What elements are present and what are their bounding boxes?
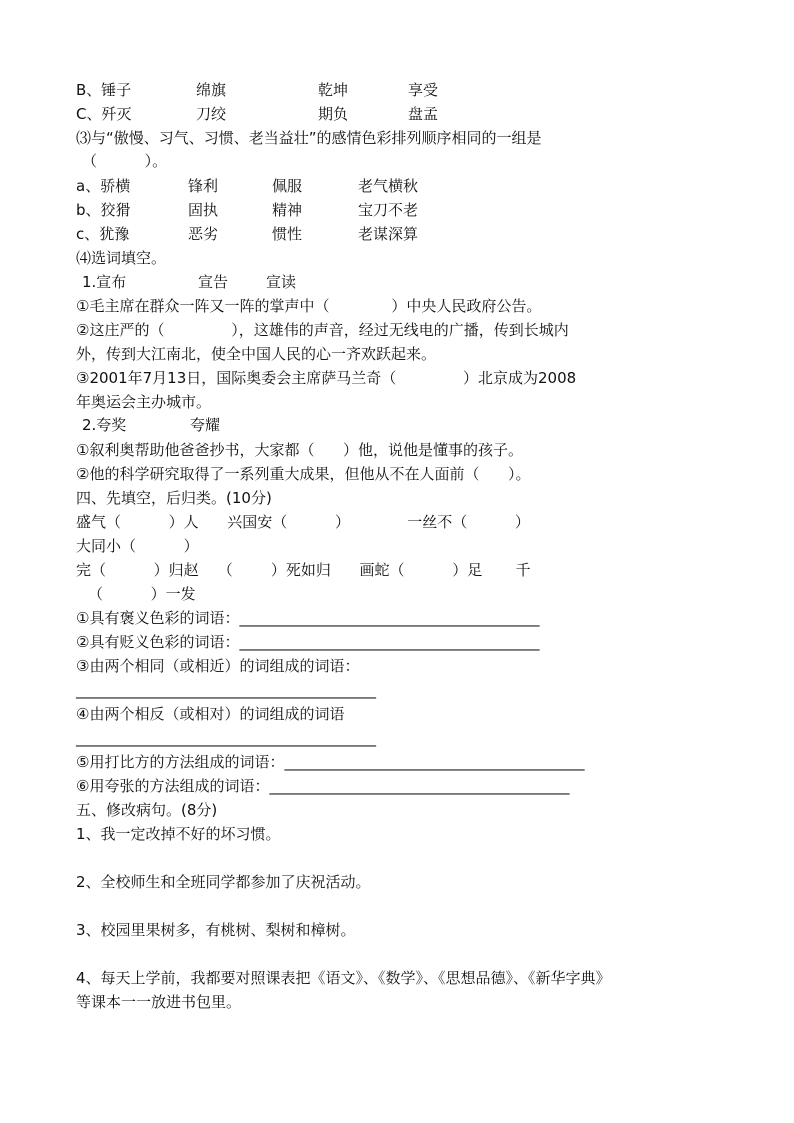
category-3-line: ________________________________________	[76, 681, 376, 699]
sentence-1: ①毛主席在群众一阵又一阵的掌声中（ ）中央人民政府公告。	[76, 297, 542, 315]
category-4: ④由两个相反（或相对）的词组成的词语	[76, 705, 345, 723]
category-2: ②具有贬义色彩的词语：________________________________________	[76, 633, 540, 651]
fix-sentence-1: 1、我一定改掉不好的坏习惯。	[76, 825, 281, 843]
category-6: ⑥用夸张的方法组成的词语：________________________________________	[76, 777, 570, 795]
idiom-row-1: 盛气（ ）人 兴国安（ ） 一丝不（ ）	[76, 513, 530, 531]
sentence-2: ②这庄严的（ ），这雄伟的声音，经过无线电的广播，传到长城内	[76, 321, 569, 339]
sentence-3-cont: 年奥运会主办城市。	[76, 393, 212, 411]
section-4-heading: 四、先填空，后归类。(10分)	[76, 489, 272, 507]
word-group-1: 1.宣布 宣告 宣读	[82, 273, 297, 291]
answer-blank: （ ）。	[82, 152, 168, 170]
option-row-b: B、锤子 绵旗 乾坤 享受	[76, 81, 439, 99]
option-row-a: a、骄横 锋利 佩服 老气横秋	[76, 177, 419, 195]
category-5: ⑤用打比方的方法组成的词语：________________________________________	[76, 753, 585, 771]
sentence-5: ②他的科学研究取得了一系列重大成果，但他从不在人面前（ ）。	[76, 465, 531, 483]
sentence-4: ①叙利奥帮助他爸爸抄书，大家都（ ）他，说他是懂事的孩子。	[76, 441, 524, 459]
option-row-c: C、歼灭 刀绞 期负 盘孟	[76, 105, 439, 123]
idiom-row-2-cont: （ ）一发	[88, 585, 196, 603]
sentence-3: ③2001年7月13日，国际奥委会主席萨马兰奇（ ）北京成为2008	[76, 369, 577, 387]
fix-sentence-4: 4、每天上学前，我都要对照课表把《语文》、《数学》、《思想品德》、《新华字典》	[76, 969, 611, 987]
option-row-c2: c、犹豫 恶劣 惯性 老谋深算	[76, 225, 419, 243]
sentence-2-cont: 外，传到大江南北，使全中国人民的心一齐欢跃起来。	[76, 345, 437, 363]
question-3: ⑶与“傲慢、习气、习惯、老当益壮”的感情色彩排列顺序相同的一组是	[76, 129, 542, 147]
option-row-b2: b、狡猾 固执 精神 宝刀不老	[76, 201, 419, 219]
category-1: ①具有褒义色彩的词语：________________________________________	[76, 609, 540, 627]
fix-sentence-3: 3、校园里果树多，有桃树、梨树和樟树。	[76, 921, 356, 939]
idiom-row-2: 完（ ）归赵 （ ）死如归 画蛇（ ）足 千	[76, 561, 531, 579]
section-5-heading: 五、修改病句。(8分)	[76, 801, 218, 819]
category-3: ③由两个相同（或相近）的词组成的词语：	[76, 657, 360, 675]
fix-sentence-4-cont: 等课本一一放进书包里。	[76, 993, 242, 1011]
fix-sentence-2: 2、全校师生和全班同学都参加了庆祝活动。	[76, 873, 371, 891]
word-group-2: 2.夸奖 夸耀	[82, 416, 221, 434]
idiom-row-1-cont: 大同小（ ）	[76, 537, 199, 555]
question-4: ⑷选词填空。	[76, 249, 167, 267]
category-4-line: ________________________________________	[76, 729, 376, 747]
